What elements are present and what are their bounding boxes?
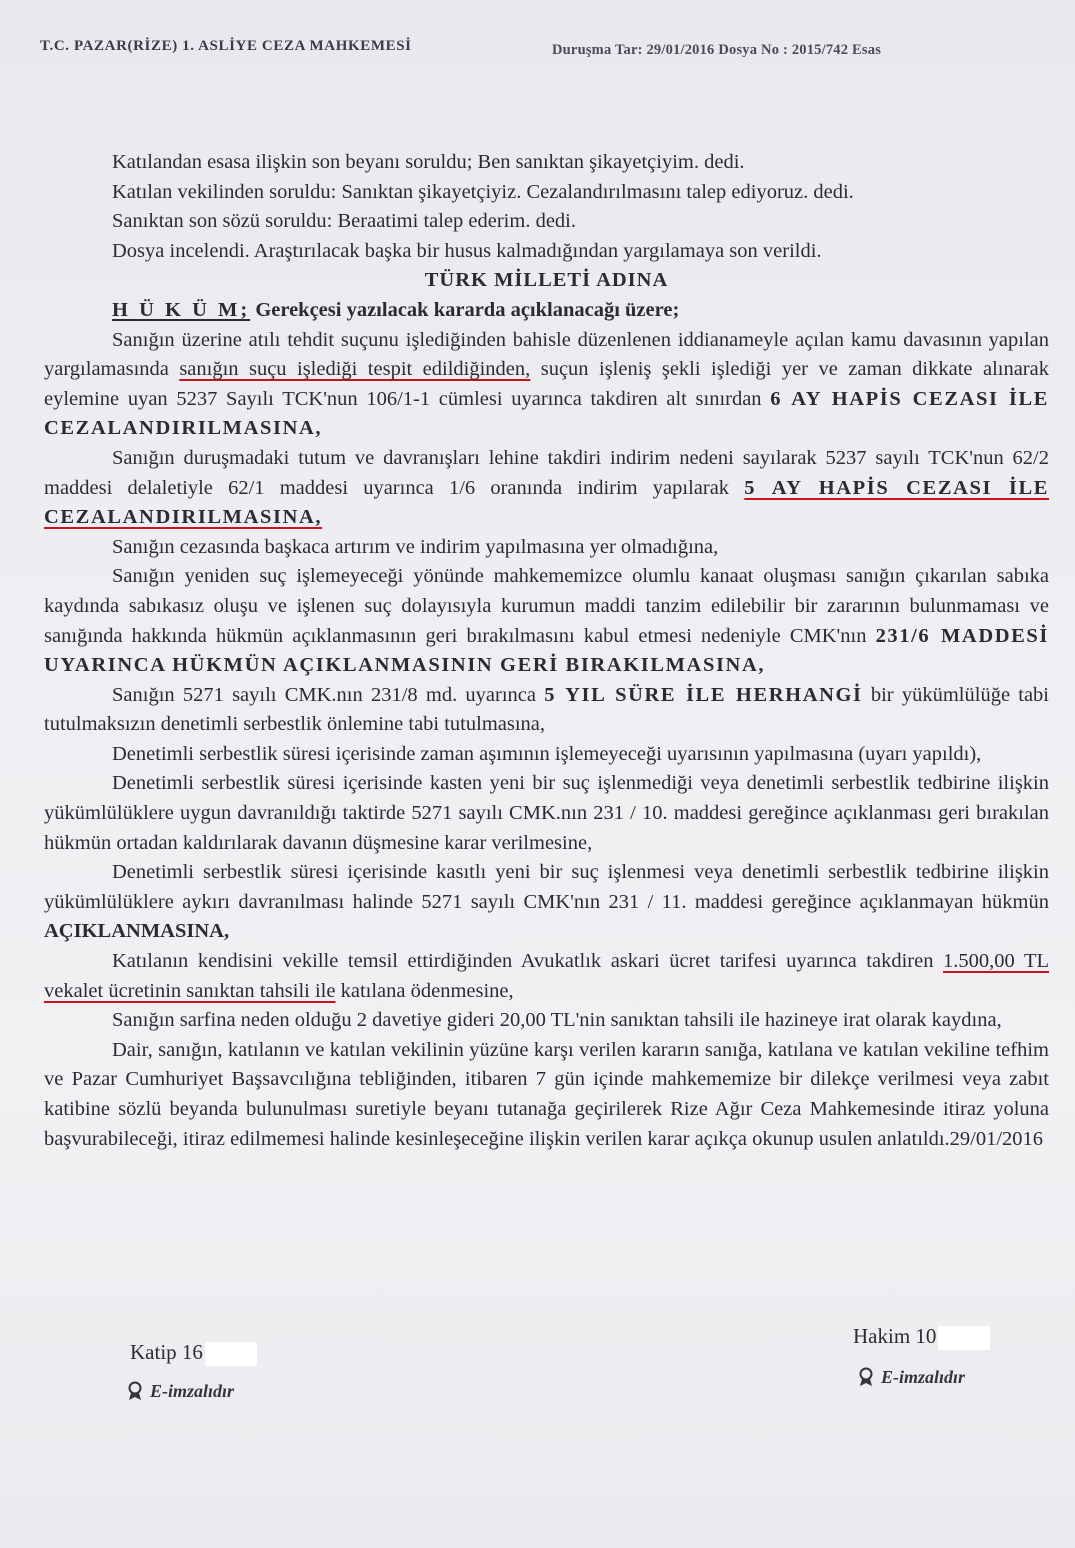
seal-icon (857, 1367, 875, 1387)
esig-text: E-imzalıdır (881, 1367, 966, 1387)
ruling-5-text-a: Sanığın 5271 sayılı CMK.nın 231/8 md. uyarınca (112, 683, 545, 706)
paragraph-final-statement-defendant: Sanıktan son sözü soruldu: Beraatimi talep ederim. dedi. (112, 210, 576, 233)
clerk-label: Katip 16 (130, 1340, 203, 1364)
clerk-esignature (126, 1381, 234, 1402)
judge-label: Hakim 10 (853, 1324, 937, 1348)
clerk-signature (130, 1340, 257, 1366)
ruling-1-text-a: Sanığın üzerine atılı tehdit suçunu işlediğinden bahisle düzenlenen iddianameyle açılan kamu davasının yapılan yargılamasında (44, 328, 1049, 381)
ruling-9-text-a: Katılanın kendisini vekille temsil ettirdiğinden Avukatlık askari ücret tarifesi uyarınca takdiren (112, 950, 944, 973)
paragraph-file-reviewed: Dosya incelendi. Araştırılacak başka bir husus kalmadığından yargılamaya son verildi. (112, 239, 822, 262)
ruling-paragraph-1 (44, 326, 1049, 444)
redaction-box (938, 1326, 990, 1350)
document-body (44, 148, 1049, 1154)
esig-text: E-imzalıdır (150, 1381, 235, 1401)
judge-esignature (857, 1367, 965, 1388)
court-name: T.C. PAZAR(RİZE) 1. ASLİYE CEZA MAHKEMESİ (40, 38, 412, 54)
ruling-2-text: Sanığın duruşmadaki tutum ve davranışları lehine takdiri indirim nedeni sayılarak 5237 sayılı TCK'nun 62/2 maddesi delaletiyle 62/1 maddesi uyarınca 1/6 oranında indirim yapılarak (44, 446, 1049, 499)
verdict-heading-text: Gerekçesi yazılacak kararda açıklanacağı üzere; (250, 298, 680, 321)
verdict-title: TÜRK MİLLETİ ADINA (424, 269, 669, 292)
ruling-paragraph-3: Sanığın cezasında başkaca artırım ve indirim yapılmasına yer olmadığına, (112, 535, 719, 558)
ruling-8-decision: AÇIKLANMASINA, (44, 920, 230, 943)
ruling-1-text-b: suçun işleniş şekli işlediği yer ve zaman dikkate alınarak eylemine uyan 5237 Sayılı TCK'nun 106/1-1 cümlesi uyarınca takdiren alt sınırdan (44, 358, 1049, 410)
ruling-paragraph-8 (44, 858, 1049, 947)
ruling-paragraph-4 (44, 562, 1049, 680)
ruling-paragraph-11: Dair, sanığın, katılanın ve katılan vekilinin yüzüne karşı verilen kararın sanığa, katılana ve katılan vekiline tefhim ve Pazar Cumhuriyet Başsavcılığına tebliğinden, itibaren 7 gün içinde mahkememize bir dilekçe verilmesi veya zabıt katibine sözlü beyanda bulunulması suretiyle beyanı tutanağa geçirilerek Rize Ağır Ceza Mahkemesinde itiraz yoluna başvurabileceği, itiraz edilmemesi halinde kesinleşeceğine ilişkin verilen karar açıkça okunup usulen anlatıldı.29/01/2016 (44, 1038, 1049, 1150)
ruling-5-period: 5 YIL SÜRE İLE HERHANGİ (544, 683, 863, 706)
ruling-paragraph-9 (44, 947, 1049, 1006)
ruling-9-underlined: 1.500,00 TL vekalet ücretinin sanıktan tahsili ile (44, 950, 1049, 1002)
ruling-8-text: Denetimli serbestlik süresi içerisinde kasıtlı yeni bir suç işlenmesi veya denetimli serbestlik tedbirine ilişkin yükümlülüklere aykırı davranılması halinde 5271 sayılı CMK'nın 231 / 11. maddesi gereğince açıklanmayan hükmün (44, 861, 1049, 913)
ruling-paragraph-7: Denetimli serbestlik süresi içerisinde kasten yeni bir suç işlenmediği veya denetimli serbestlik tedbirine ilişkin yükümlülüklere uygun davranıldığı taktirde 5271 sayılı CMK.nın 231 / 10. maddesi gereğince açıklanması geri bırakılan hükmün ortadan kaldırılarak davanın düşmesine karar verilmesine, (44, 772, 1049, 854)
ruling-1-sentence: 6 AY HAPİS CEZASI İLE CEZALANDIRILMASINA, (44, 387, 1049, 440)
ruling-4-decision: 231/6 MADDESİ UYARINCA HÜKMÜN AÇIKLANMASININ GERİ BIRAKILMASINA, (44, 624, 1049, 677)
verdict-label: H Ü K Ü M; (112, 298, 251, 321)
ruling-paragraph-10: Sanığın sarfina neden olduğu 2 davetiye gideri 20,00 TL'nin sanıktan tahsili ile hazineye irat olarak kaydına, (112, 1009, 1002, 1032)
ruling-1-underlined: sanığın suçu işlediği tespit edildiğinden, (179, 358, 531, 381)
ruling-5-text-b: bir yükümlülüğe tabi tutulmaksızın denetimli serbestlik önlemine tabi tutulmasına, (44, 683, 1050, 736)
seal-icon (126, 1381, 144, 1401)
ruling-paragraph-5 (44, 681, 1049, 740)
paragraph-final-statement-victim: Katılandan esasa ilişkin son beyanı soruldu; Ben sanıktan şikayetçiyim. dedi. (112, 151, 745, 173)
hearing-meta: Duruşma Tar: 29/01/2016 Dosya No : 2015/742 Esas (552, 42, 882, 58)
ruling-4-text: Sanığın yeniden suç işlemeyeceği yönünde mahkememizce olumlu kanaat oluşması sanığın çıkarılan sabıka kaydında sabıkasız oluşu ve işlenen suç dolayısıyla kurumun maddi tanzim edilebilir bir zararının bulunmaması ve sanığında hakkında hükmün açıklanmasının geri bırakılmasını kabul etmesi nedeniyle CMK'nın (44, 565, 1049, 647)
paragraph-final-statement-attorney: Katılan vekilinden soruldu: Sanıktan şikayetçiyiz. Cezalandırılmasını talep ediyoruz. dedi. (112, 180, 854, 203)
ruling-paragraph-6: Denetimli serbestlik süresi içerisinde zaman aşımının işlemeyeceği uyarısının yapılmasına (uyarı yapıldı), (112, 742, 982, 765)
ruling-2-sentence: 5 AY HAPİS CEZASI İLE CEZALANDIRILMASINA, (44, 476, 1049, 529)
ruling-paragraph-2 (44, 444, 1049, 533)
judge-signature (853, 1324, 990, 1350)
ruling-9-text-b: katılana ödenmesine, (335, 979, 514, 1002)
verdict-heading (44, 296, 1049, 326)
redaction-box (205, 1342, 257, 1366)
